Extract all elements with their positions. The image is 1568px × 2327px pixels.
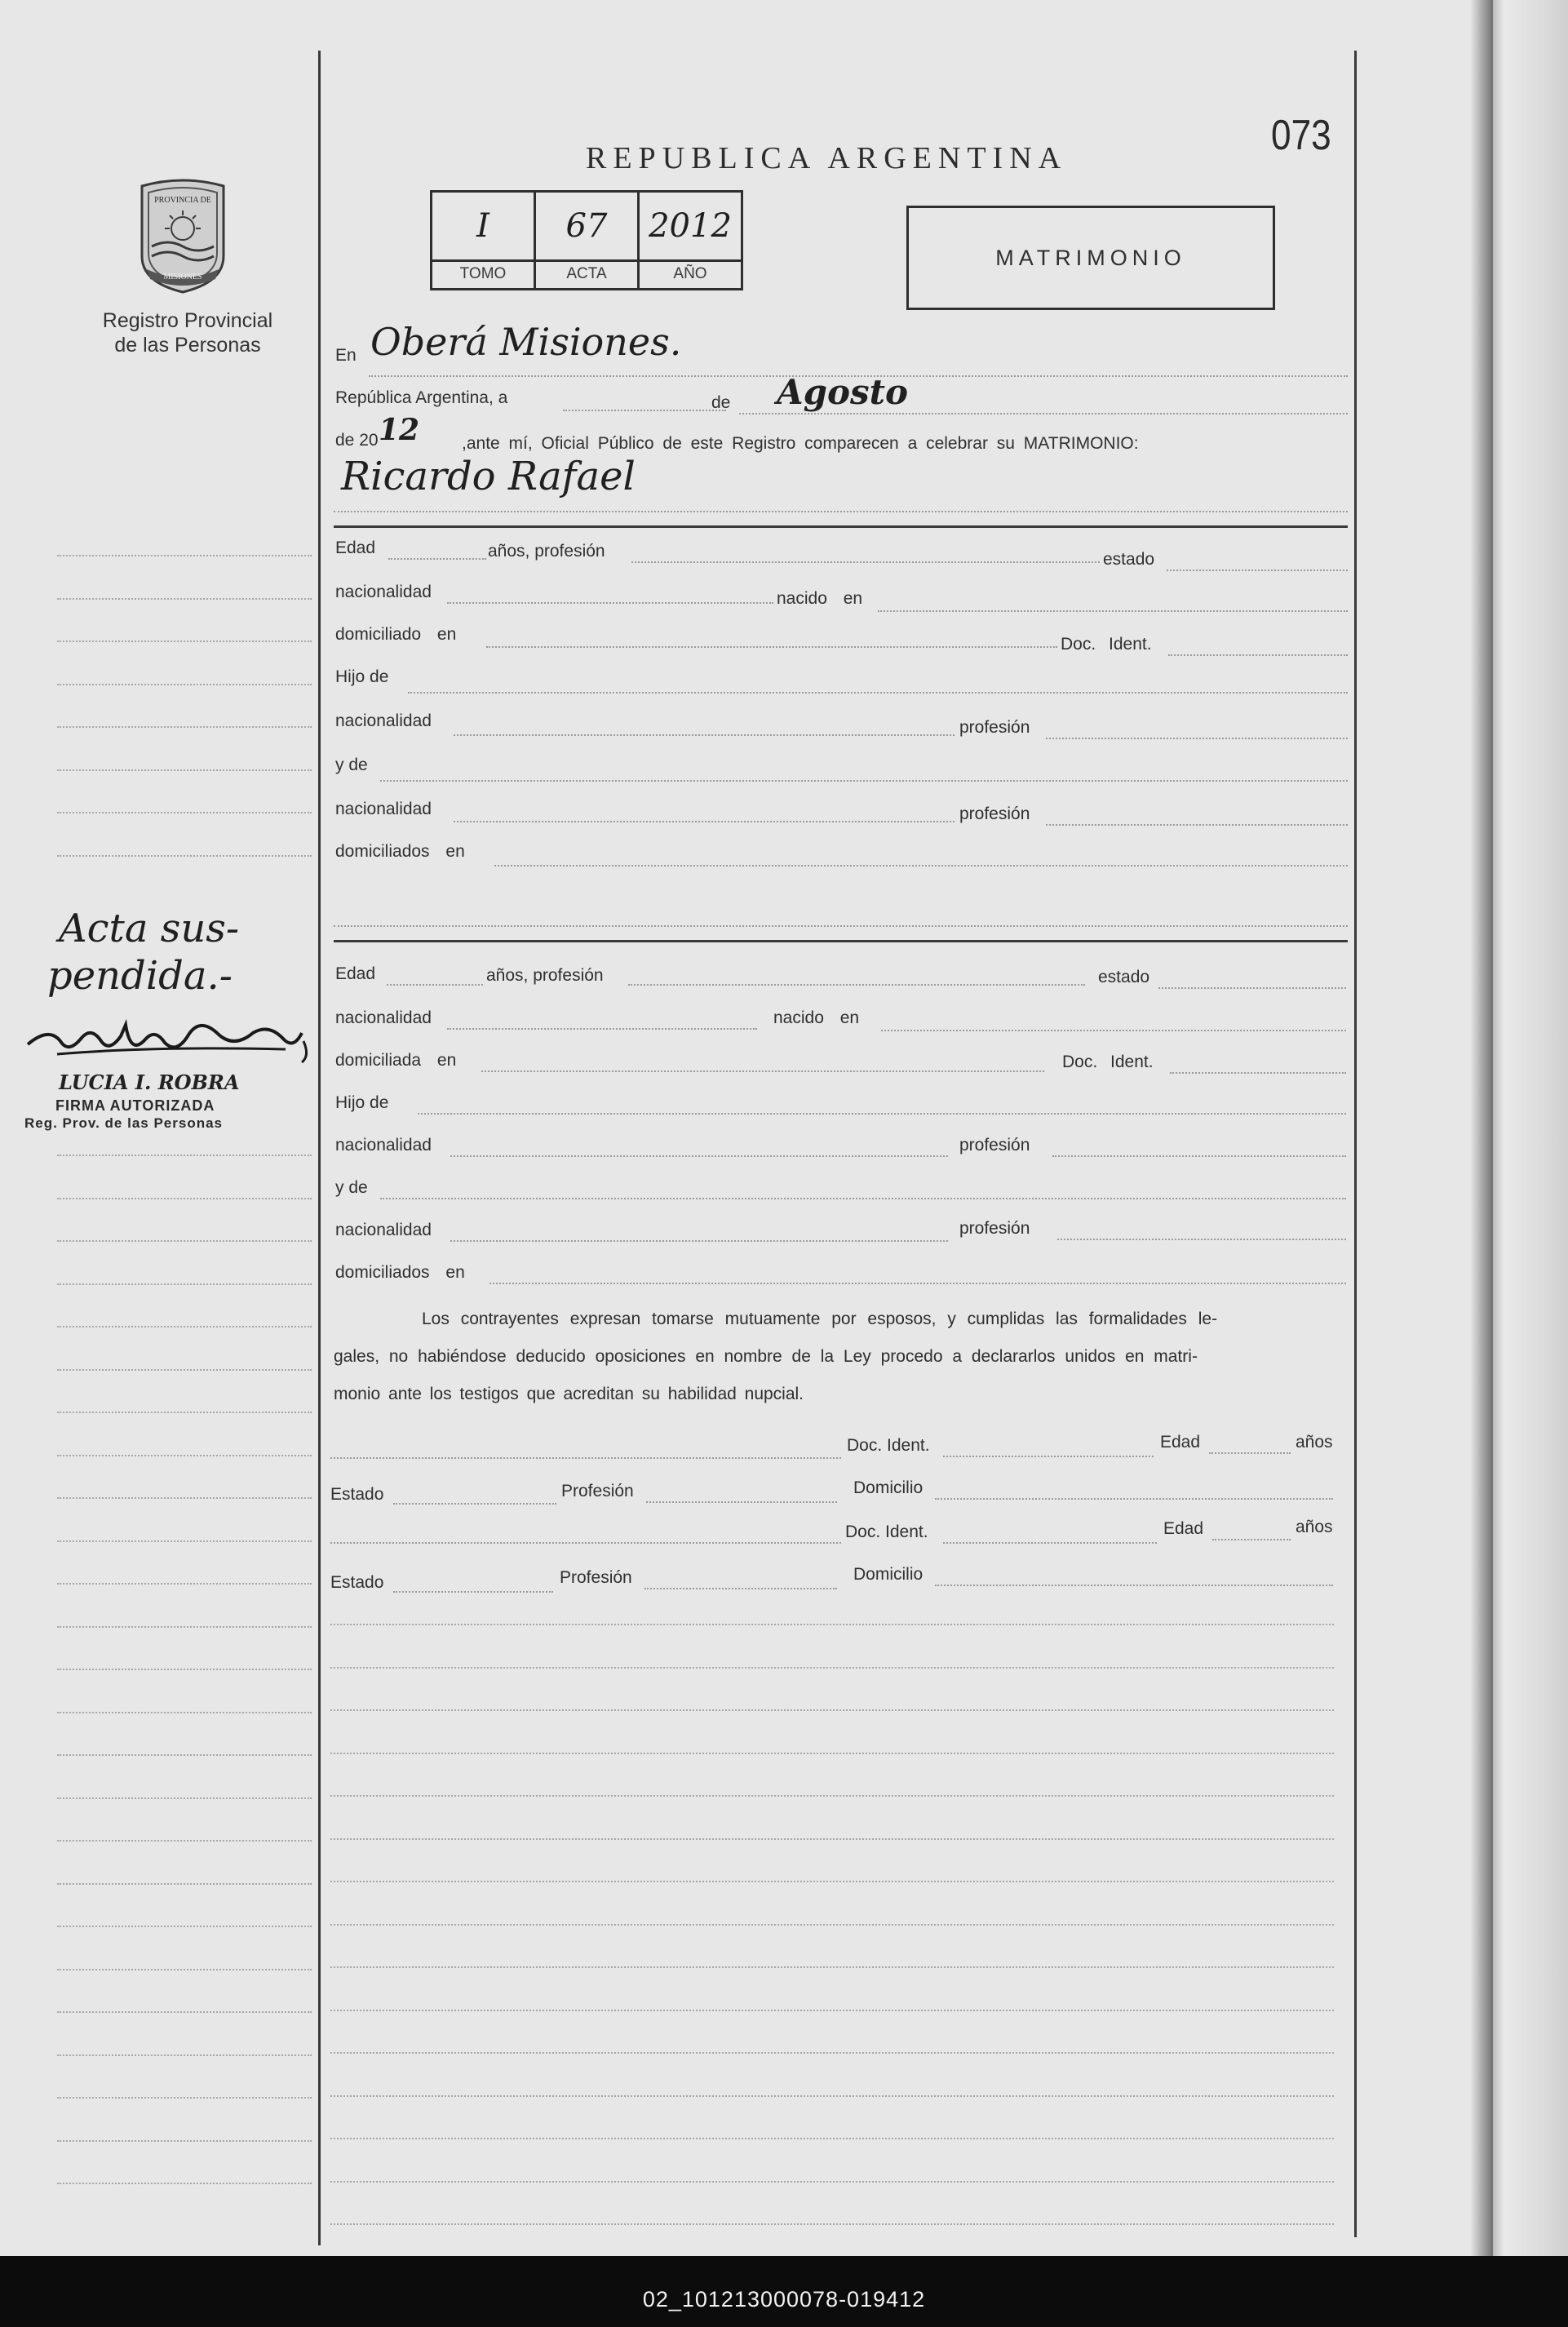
w2-domicilio-dots xyxy=(935,1585,1333,1586)
p2-nacionalidad2-label: nacionalidad xyxy=(335,1136,432,1155)
month-handwritten: Agosto xyxy=(777,372,909,412)
p1-nacionalidad-label: nacionalidad xyxy=(335,583,432,601)
tomo-cell xyxy=(432,193,536,288)
sidebar-dotted-line xyxy=(57,1583,312,1585)
w2-profesion-label: Profesión xyxy=(560,1568,632,1587)
p2-estado-dots xyxy=(1158,987,1346,989)
ano-label: AÑO xyxy=(640,259,741,288)
p1-profesion-label: profesión xyxy=(959,718,1030,737)
sidebar-dotted-line xyxy=(57,2140,312,2142)
sidebar-dotted-line xyxy=(57,1840,312,1842)
registry-line1: Registro Provincial xyxy=(102,309,273,332)
p1-edad-dots xyxy=(388,558,486,560)
sidebar-dotted-line xyxy=(57,855,312,857)
sidebar-dotted-line xyxy=(57,1540,312,1542)
w1-doc-ident-label: Doc. Ident. xyxy=(847,1436,930,1455)
binding-shadow xyxy=(1470,0,1495,2256)
sidebar-dotted-line xyxy=(57,684,312,685)
notes-dotted-line xyxy=(330,2010,1334,2011)
w2-anos-label: años xyxy=(1296,1518,1333,1536)
p2-nacionalidad-dots xyxy=(447,1028,757,1030)
w1-edad-dots xyxy=(1209,1452,1291,1454)
w1-anos-label: años xyxy=(1296,1433,1333,1452)
stamp-name: LUCIA I. ROBRA xyxy=(59,1070,240,1094)
p2-nacido-dots xyxy=(881,1030,1346,1031)
p1-y-de-dots xyxy=(380,780,1348,782)
p2-nacionalidad3-dots xyxy=(450,1240,948,1242)
notes-dotted-line xyxy=(330,1709,1334,1711)
declaration-line3: monio ante los testigos que acreditan su habilidad nupcial. xyxy=(334,1385,804,1403)
sidebar-dotted-line xyxy=(57,2183,312,2184)
sidebar-dotted-line xyxy=(57,1626,312,1628)
p1-domiciliados-label: domiciliados en xyxy=(335,842,465,861)
p2-doc-dots xyxy=(1170,1072,1346,1074)
p1-anos-profesion-label: años, profesión xyxy=(488,542,605,561)
w2-edad-label: Edad xyxy=(1163,1519,1204,1538)
sidebar-dotted-line xyxy=(57,1412,312,1413)
p1-extra-dots xyxy=(334,925,1348,927)
p1-hijo-dots xyxy=(408,692,1348,694)
p2-profesion-dots xyxy=(628,984,1085,986)
w1-domicilio-dots xyxy=(935,1498,1333,1500)
tomo-label: TOMO xyxy=(432,259,534,288)
p2-estado-label: estado xyxy=(1098,968,1150,986)
acta-label: ACTA xyxy=(536,259,637,288)
p1-doc-dots xyxy=(1168,654,1348,656)
p1-nacido-en-label: nacido en xyxy=(777,589,863,608)
p2-doc-ident-label: Doc. Ident. xyxy=(1062,1053,1154,1071)
sidebar-dotted-line xyxy=(57,1455,312,1456)
year-suffix-handwritten: 12 xyxy=(379,413,420,447)
en-label: En xyxy=(335,346,357,365)
p1-hijo-de-label: Hijo de xyxy=(335,667,389,686)
p2-domiciliada-label: domiciliada en xyxy=(335,1051,457,1070)
p2-edad-dots xyxy=(387,984,483,986)
p1-y-de-label: y de xyxy=(335,756,368,774)
p2-nacionalidad3-label: nacionalidad xyxy=(335,1221,432,1239)
declaration-line2: gales, no habiéndose deducido oposiciones en nombre de la Ley procedo a declararlos unidos en matri- xyxy=(334,1347,1198,1366)
w2-domicilio-label: Domicilio xyxy=(853,1565,924,1584)
w1-estado-dots xyxy=(393,1503,556,1505)
p1-estado-label: estado xyxy=(1103,550,1155,569)
p2-hijo-de-label: Hijo de xyxy=(335,1093,389,1112)
notes-dotted-line xyxy=(330,1667,1334,1669)
acta-value: 67 xyxy=(565,207,608,245)
sidebar-dotted-line xyxy=(57,1669,312,1670)
statement: ,ante mí, Oficial Público de este Registro comparecen a celebrar su MATRIMONIO: xyxy=(462,434,1139,453)
declaration-paragraph xyxy=(334,1301,1335,1413)
p2-profesion3-dots xyxy=(1057,1239,1346,1240)
notes-dotted-line xyxy=(330,1924,1334,1926)
p1-estado-dots xyxy=(1167,570,1348,571)
p2-edad-label: Edad xyxy=(335,964,376,983)
stamp-office: Reg. Prov. de las Personas xyxy=(24,1115,223,1131)
sidebar-dotted-line xyxy=(57,2011,312,2013)
tomo-value: I xyxy=(476,207,489,245)
p1-nacionalidad3-label: nacionalidad xyxy=(335,800,432,818)
sidebar-dotted-line xyxy=(57,1198,312,1199)
p1-domiciliados-dots xyxy=(494,865,1348,867)
scan-code: 02_101213000078-019412 xyxy=(642,2287,926,2311)
sidebar-dotted-line xyxy=(57,598,312,600)
page-number: 073 xyxy=(1271,112,1331,159)
p1-profesion-dots xyxy=(631,561,1100,563)
p1-domiciliado-label: domiciliado en xyxy=(335,625,457,644)
de-label: de xyxy=(711,393,731,412)
sidebar-dotted-line xyxy=(57,1283,312,1285)
w2-estado-label: Estado xyxy=(330,1573,384,1592)
p1-domiciliado-dots xyxy=(486,646,1057,648)
w2-edad-dots xyxy=(1212,1539,1291,1540)
p1-nacido-dots xyxy=(878,610,1348,612)
stamp-title: FIRMA AUTORIZADA xyxy=(55,1097,215,1114)
seal-text-bottom: MISIONES xyxy=(163,273,202,281)
sidebar-dotted-line xyxy=(57,2054,312,2056)
p1-nacionalidad-dots xyxy=(447,602,773,604)
p2-nacido-en-label: nacido en xyxy=(773,1008,860,1027)
sidebar-dotted-line xyxy=(57,1797,312,1799)
p2-nacionalidad2-dots xyxy=(450,1155,948,1157)
registry-line2: de las Personas xyxy=(114,334,261,357)
notes-dotted-line xyxy=(330,1838,1334,1840)
sidebar-dotted-line xyxy=(57,1969,312,1970)
p2-profesion2-label: profesión xyxy=(959,1219,1030,1238)
day-dotted-line xyxy=(563,410,726,411)
p1-profesion2-label: profesión xyxy=(959,804,1030,823)
w1-doc-dots xyxy=(943,1456,1154,1457)
p1-doc-ident-label: Doc. Ident. xyxy=(1061,635,1152,654)
declaration-line1: Los contrayentes expresan tomarse mutuamente por esposos, y cumplidas las formalidades le- xyxy=(422,1310,1218,1328)
w1-estado-label: Estado xyxy=(330,1485,384,1504)
province-seal-icon xyxy=(135,178,230,294)
notes-dotted-line xyxy=(330,2223,1334,2225)
p1-nacionalidad3-dots xyxy=(454,821,955,822)
sidebar-dotted-line xyxy=(57,640,312,642)
p2-domiciliada-dots xyxy=(481,1070,1044,1072)
document-type-box: MATRIMONIO xyxy=(906,206,1275,310)
w1-profesion-label: Profesión xyxy=(561,1482,634,1500)
sidebar-dotted-line xyxy=(57,1497,312,1499)
party-name-handwritten: Ricardo Rafael xyxy=(341,454,636,499)
w2-profesion-dots xyxy=(644,1588,837,1589)
registry-name xyxy=(82,308,294,357)
p2-domiciliados-label: domiciliados en xyxy=(335,1263,465,1282)
notes-dotted-line xyxy=(330,2095,1334,2097)
place-handwritten: Oberá Misiones. xyxy=(370,320,682,364)
sidebar-dotted-line xyxy=(57,1240,312,1242)
suspension-note-line2: pendida.- xyxy=(47,953,233,999)
p2-anos-profesion-label: años, profesión xyxy=(486,966,604,985)
p2-y-de-label: y de xyxy=(335,1178,368,1197)
country-heading: REPUBLICA ARGENTINA xyxy=(586,141,1068,175)
notes-dotted-line xyxy=(330,2138,1334,2139)
seal-text-top: PROVINCIA DE xyxy=(154,196,211,205)
p1-edad-label: Edad xyxy=(335,539,376,557)
w1-profesion-dots xyxy=(646,1501,837,1503)
p1-nacionalidad2-dots xyxy=(454,734,955,736)
w2-doc-dots xyxy=(943,1542,1157,1544)
section-separator-1 xyxy=(334,525,1348,528)
right-margin-rule xyxy=(1354,51,1357,2237)
p2-hijo-dots xyxy=(418,1113,1346,1115)
p2-profesion-label: profesión xyxy=(959,1136,1030,1155)
sidebar-dotted-line xyxy=(57,2097,312,2099)
notes-dotted-line xyxy=(330,1753,1334,1754)
page-edge xyxy=(1493,0,1568,2256)
p1-nacionalidad2-label: nacionalidad xyxy=(335,711,432,730)
p2-nacionalidad-label: nacionalidad xyxy=(335,1008,432,1027)
sidebar-dotted-line xyxy=(57,1926,312,1927)
sidebar-dotted-line xyxy=(57,1369,312,1371)
signature-icon xyxy=(24,1008,318,1066)
sidebar-dotted-line xyxy=(57,726,312,728)
notes-dotted-line xyxy=(330,2052,1334,2054)
w1-edad-label: Edad xyxy=(1160,1433,1201,1452)
notes-dotted-line xyxy=(330,2181,1334,2183)
sidebar-dotted-line xyxy=(57,1326,312,1327)
sidebar-dotted-line xyxy=(57,1754,312,1756)
p2-profesion2-dots xyxy=(1052,1155,1346,1157)
w2-estado-dots xyxy=(393,1591,553,1593)
registration-table xyxy=(430,190,743,290)
acta-cell xyxy=(536,193,640,288)
sidebar-dotted-line xyxy=(57,812,312,813)
sidebar-dotted-line xyxy=(57,769,312,771)
p1-profesion3-dots xyxy=(1046,824,1348,826)
sidebar-dotted-line xyxy=(57,1712,312,1713)
notes-dotted-line xyxy=(330,1624,1334,1625)
notes-dotted-line xyxy=(330,1966,1334,1968)
suspension-note-line1: Acta sus- xyxy=(59,906,240,951)
month-dotted-line xyxy=(739,413,1348,414)
notes-dotted-line xyxy=(330,1795,1334,1797)
p1-profesion2-dots xyxy=(1046,738,1348,739)
party-name-dotted-line xyxy=(334,511,1348,512)
sidebar-dotted-line xyxy=(57,555,312,556)
notes-dotted-line xyxy=(330,1881,1334,1882)
sidebar-dotted-line xyxy=(57,1155,312,1156)
ano-value: 2012 xyxy=(649,207,732,245)
sidebar-dotted-line xyxy=(57,1883,312,1885)
republica-label: República Argentina, a xyxy=(335,388,508,407)
ano-cell xyxy=(640,193,741,288)
p2-domiciliados-dots xyxy=(489,1283,1346,1284)
year-prefix: de 20 xyxy=(335,431,379,450)
w1-domicilio-label: Domicilio xyxy=(853,1478,924,1497)
section-separator-2 xyxy=(334,940,1348,942)
left-margin-rule xyxy=(318,51,321,2245)
w2-name-dots xyxy=(330,1542,841,1544)
w1-name-dots xyxy=(330,1457,841,1459)
p2-y-de-dots xyxy=(380,1198,1346,1199)
w2-doc-ident-label: Doc. Ident. xyxy=(845,1523,928,1541)
